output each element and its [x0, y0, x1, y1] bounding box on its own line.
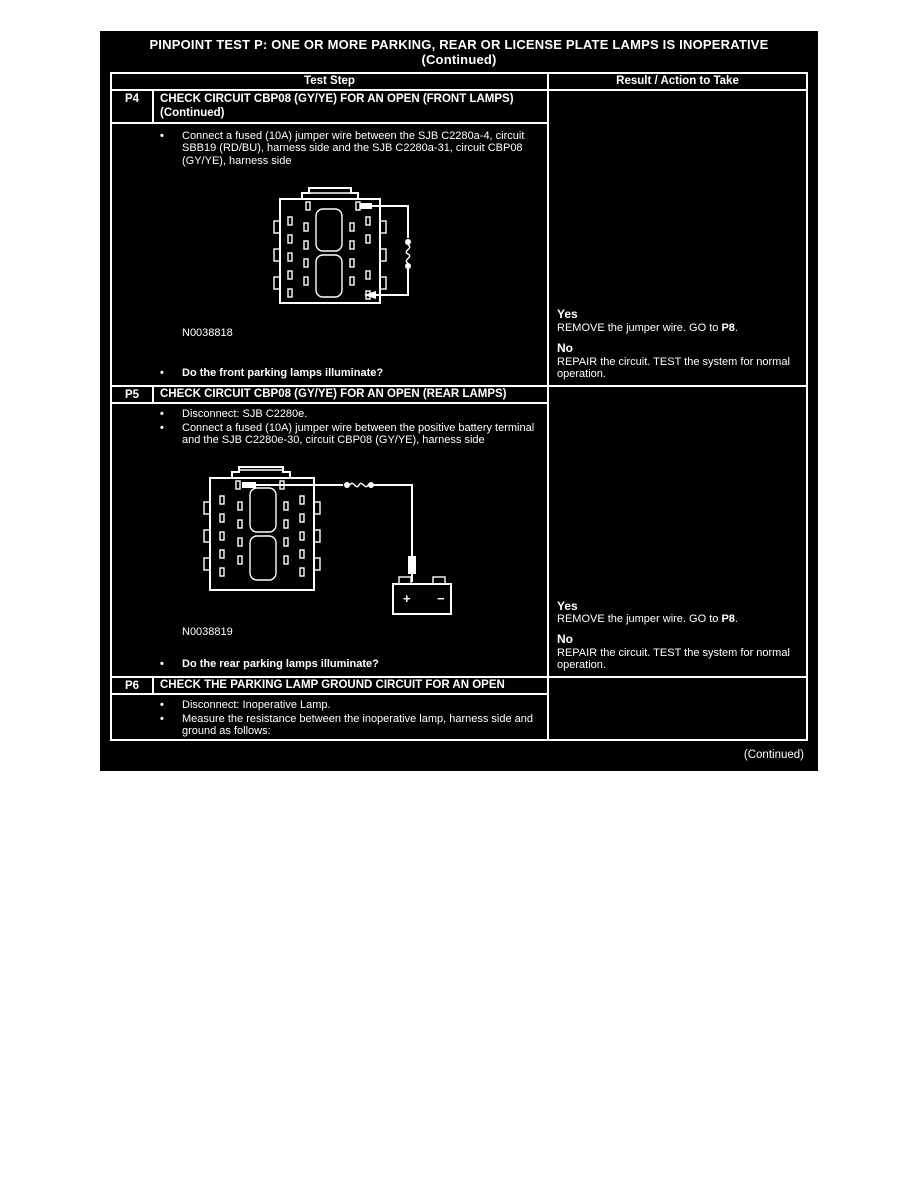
step-title-p5: CHECK CIRCUIT CBP08 (GY/YE) FOR AN OPEN (REAR LAMPS) [160, 387, 507, 400]
figure-label: N0038819 [182, 625, 233, 638]
page-title [100, 31, 818, 68]
sjb-connector-battery-jumper-diagram [196, 456, 547, 618]
column-header-result: Result / Action to Take [616, 75, 739, 87]
result-cell-p6 [549, 678, 806, 739]
step-title-p6: CHECK THE PARKING LAMP GROUND CIRCUIT FOR AN OPEN [160, 679, 505, 692]
pinpoint-test-panel [100, 31, 818, 771]
step-instruction: • Disconnect: SJB C2280e. [112, 408, 547, 421]
step-instruction: • Disconnect: Inoperative Lamp. [112, 699, 547, 712]
step-question: • Do the rear parking lamps illuminate? [112, 658, 547, 675]
result-no-action: REPAIR the circuit. TEST the system for normal operation. [557, 646, 790, 672]
column-header-test-step: Test Step [112, 74, 549, 89]
continued-note: (Continued) [743, 749, 804, 761]
table-row-p6 [112, 678, 806, 739]
table-header-row [112, 74, 806, 91]
page-title-line1: PINPOINT TEST P: ONE OR MORE PARKING, REAR OR LICENSE PLATE LAMPS IS INOPERATIVE [149, 37, 769, 52]
result-yes-label: Yes [557, 598, 578, 613]
result-cell-p4 [549, 91, 806, 385]
pinpoint-test-table [110, 72, 808, 741]
step-question: • Do the front parking lamps illuminate? [112, 367, 547, 384]
result-yes-label: Yes [557, 307, 578, 322]
figure-label: N0038818 [182, 326, 233, 339]
result-cell-p5 [549, 387, 806, 676]
step-id-p4: P4 [112, 91, 154, 122]
result-yes-action: REMOVE the jumper wire. GO to P8. [557, 322, 738, 335]
table-row-p4 [112, 91, 806, 387]
step-id-p6: P6 [112, 678, 154, 693]
result-no-label: No [557, 632, 573, 646]
step-id-p5: P5 [112, 387, 154, 402]
battery-plus-terminal-label: + [403, 590, 411, 606]
battery-minus-terminal-label: − [437, 590, 445, 606]
step-instruction: • Connect a fused (10A) jumper wire between the positive battery terminal and the SJB C2280e-30, circuit CBP08 (GY/YE), harness side [112, 422, 547, 447]
result-no-label: No [557, 340, 573, 355]
step-instruction: • Connect a fused (10A) jumper wire between the SJB C2280a-4, circuit SBB19 (RD/BU), harness side and the SJB C2280a-31, circuit CBP08 (GY/YE), harness side [112, 130, 547, 168]
page-title-line2: (Continued) [421, 52, 497, 68]
table-row-p5 [112, 387, 806, 678]
sjb-connector-jumper-fuse-diagram [258, 183, 547, 319]
result-yes-action: REMOVE the jumper wire. GO to P8. [557, 613, 738, 626]
step-title-p4: CHECK CIRCUIT CBP08 (GY/YE) FOR AN OPEN (FRONT LAMPS) (Continued) [160, 92, 514, 119]
step-instruction: • Measure the resistance between the inoperative lamp, harness side and ground as follows: [112, 713, 547, 738]
result-no-action: REPAIR the circuit. TEST the system for normal operation. [557, 355, 790, 381]
